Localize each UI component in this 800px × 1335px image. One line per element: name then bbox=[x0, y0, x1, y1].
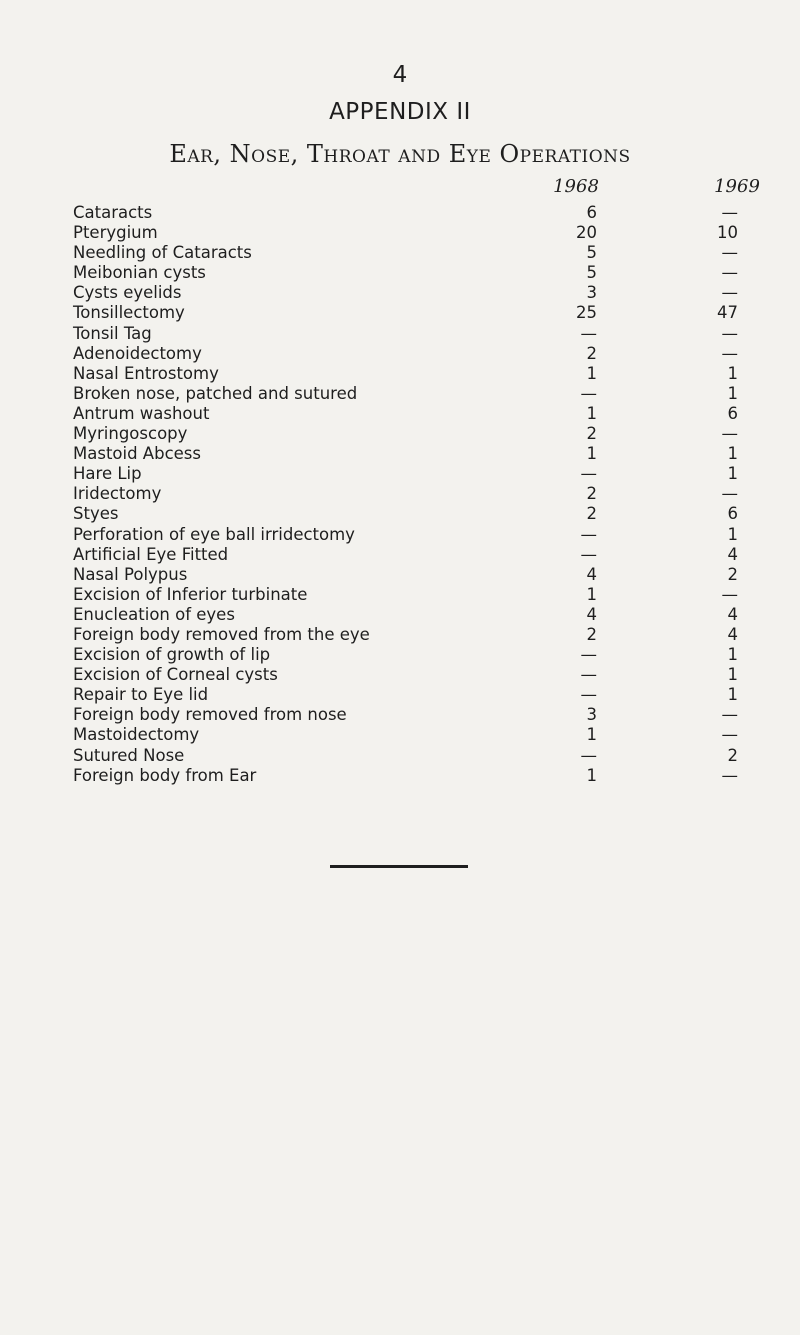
count-1968: 3 bbox=[586, 283, 597, 303]
count-1968: 1 bbox=[586, 403, 597, 423]
operation-name: Foreign body from Ear bbox=[73, 765, 257, 785]
operation-name: Artificial Eye Fitted bbox=[73, 544, 229, 564]
count-1968: — bbox=[580, 464, 597, 484]
table-row bbox=[0, 645, 800, 665]
operation-name: Tonsil Tag bbox=[73, 323, 152, 343]
table-row bbox=[0, 243, 800, 263]
operation-name: Antrum washout bbox=[73, 403, 210, 423]
count-1969: — bbox=[721, 243, 738, 263]
operations-table bbox=[0, 203, 800, 786]
table-row bbox=[0, 725, 800, 745]
count-1969: 2 bbox=[727, 564, 738, 584]
operation-name: Styes bbox=[73, 504, 119, 524]
column-header-1968: 1968 bbox=[553, 176, 599, 197]
table-row bbox=[0, 364, 800, 384]
table-row bbox=[0, 685, 800, 705]
count-1968: 2 bbox=[586, 624, 597, 644]
table-row bbox=[0, 766, 800, 786]
operation-name: Needling of Cataracts bbox=[73, 243, 252, 263]
count-1969: 6 bbox=[727, 403, 738, 423]
table-row bbox=[0, 585, 800, 605]
count-1969: 10 bbox=[717, 223, 738, 243]
count-1968: 20 bbox=[576, 223, 597, 243]
operation-name: Excision of Inferior turbinate bbox=[73, 584, 308, 604]
count-1969: 1 bbox=[727, 383, 738, 403]
table-row bbox=[0, 324, 800, 344]
count-1969: 2 bbox=[727, 745, 738, 765]
count-1969: — bbox=[721, 323, 738, 343]
operation-name: Enucleation of eyes bbox=[73, 604, 235, 624]
table-row bbox=[0, 525, 800, 545]
operation-name: Cysts eyelids bbox=[73, 283, 182, 303]
count-1969: 4 bbox=[727, 544, 738, 564]
count-1968: 1 bbox=[586, 363, 597, 383]
count-1969: 1 bbox=[727, 363, 738, 383]
count-1969: — bbox=[721, 484, 738, 504]
count-1968: — bbox=[580, 685, 597, 705]
count-1968: — bbox=[580, 645, 597, 665]
count-1969: 6 bbox=[727, 504, 738, 524]
count-1968: — bbox=[580, 544, 597, 564]
table-row bbox=[0, 404, 800, 424]
count-1969: 1 bbox=[727, 645, 738, 665]
section-title: Ear, Nose, Throat and Eye Operations bbox=[169, 140, 631, 168]
operation-name: Broken nose, patched and sutured bbox=[73, 383, 358, 403]
table-row bbox=[0, 484, 800, 504]
count-1969: 1 bbox=[727, 685, 738, 705]
operation-name: Excision of Corneal cysts bbox=[73, 665, 278, 685]
operation-name: Foreign body removed from the eye bbox=[73, 624, 370, 644]
count-1969: 1 bbox=[727, 444, 738, 464]
count-1969: 47 bbox=[717, 303, 738, 323]
count-1969: — bbox=[721, 725, 738, 745]
operation-name: Foreign body removed from nose bbox=[73, 705, 347, 725]
count-1968: 1 bbox=[586, 584, 597, 604]
count-1969: — bbox=[721, 283, 738, 303]
table-row bbox=[0, 665, 800, 685]
table-row bbox=[0, 203, 800, 223]
operation-name: Iridectomy bbox=[73, 484, 162, 504]
count-1969: 1 bbox=[727, 665, 738, 685]
table-row bbox=[0, 705, 800, 725]
table-row bbox=[0, 263, 800, 283]
operation-name: Myringoscopy bbox=[73, 424, 188, 444]
operation-name: Nasal Entrostomy bbox=[73, 363, 219, 383]
operation-name: Sutured Nose bbox=[73, 745, 185, 765]
count-1968: — bbox=[580, 745, 597, 765]
count-1968: 1 bbox=[586, 765, 597, 785]
count-1968: — bbox=[580, 383, 597, 403]
count-1968: 1 bbox=[586, 725, 597, 745]
count-1968: 5 bbox=[586, 263, 597, 283]
table-row bbox=[0, 303, 800, 323]
count-1968: — bbox=[580, 665, 597, 685]
count-1969: — bbox=[721, 203, 738, 222]
table-row bbox=[0, 384, 800, 404]
table-row bbox=[0, 504, 800, 524]
operation-name: Meibonian cysts bbox=[73, 263, 206, 283]
count-1968: 2 bbox=[586, 504, 597, 524]
count-1968: 1 bbox=[586, 444, 597, 464]
column-header-1969: 1969 bbox=[714, 176, 760, 197]
table-row bbox=[0, 605, 800, 625]
table-row bbox=[0, 424, 800, 444]
operation-name: Perforation of eye ball irridectomy bbox=[73, 524, 355, 544]
count-1968: — bbox=[580, 524, 597, 544]
count-1968: 2 bbox=[586, 424, 597, 444]
count-1969: — bbox=[721, 343, 738, 363]
count-1968: 5 bbox=[586, 243, 597, 263]
table-row bbox=[0, 746, 800, 766]
table-row bbox=[0, 625, 800, 645]
table-row bbox=[0, 344, 800, 364]
operation-name: Adenoidectomy bbox=[73, 343, 202, 363]
count-1969: 1 bbox=[727, 464, 738, 484]
count-1968: 2 bbox=[586, 484, 597, 504]
operation-name: Hare Lip bbox=[73, 464, 142, 484]
count-1969: — bbox=[721, 424, 738, 444]
count-1968: 3 bbox=[586, 705, 597, 725]
count-1969: 4 bbox=[727, 624, 738, 644]
count-1969: — bbox=[721, 705, 738, 725]
table-row bbox=[0, 444, 800, 464]
count-1968: 4 bbox=[586, 604, 597, 624]
count-1969: — bbox=[721, 765, 738, 785]
count-1969: — bbox=[721, 584, 738, 604]
count-1969: 4 bbox=[727, 604, 738, 624]
page-number: 4 bbox=[392, 62, 408, 88]
operation-name: Mastoid Abcess bbox=[73, 444, 201, 464]
bottom-rule bbox=[330, 865, 468, 868]
operation-name: Mastoidectomy bbox=[73, 725, 200, 745]
table-row bbox=[0, 545, 800, 565]
operation-name: Nasal Polypus bbox=[73, 564, 188, 584]
operation-name: Pterygium bbox=[73, 223, 158, 243]
table-row bbox=[0, 565, 800, 585]
table-row bbox=[0, 464, 800, 484]
operation-name: Repair to Eye lid bbox=[73, 685, 209, 705]
count-1968: — bbox=[580, 323, 597, 343]
count-1968: 4 bbox=[586, 564, 597, 584]
count-1968: 2 bbox=[586, 343, 597, 363]
count-1968: 6 bbox=[586, 203, 597, 222]
table-row bbox=[0, 283, 800, 303]
table-row bbox=[0, 223, 800, 243]
appendix-title: APPENDIX II bbox=[329, 99, 471, 125]
count-1969: — bbox=[721, 263, 738, 283]
operation-name: Cataracts bbox=[73, 203, 153, 222]
operation-name: Excision of growth of lip bbox=[73, 645, 271, 665]
count-1968: 25 bbox=[576, 303, 597, 323]
count-1969: 1 bbox=[727, 524, 738, 544]
operation-name: Tonsillectomy bbox=[73, 303, 185, 323]
